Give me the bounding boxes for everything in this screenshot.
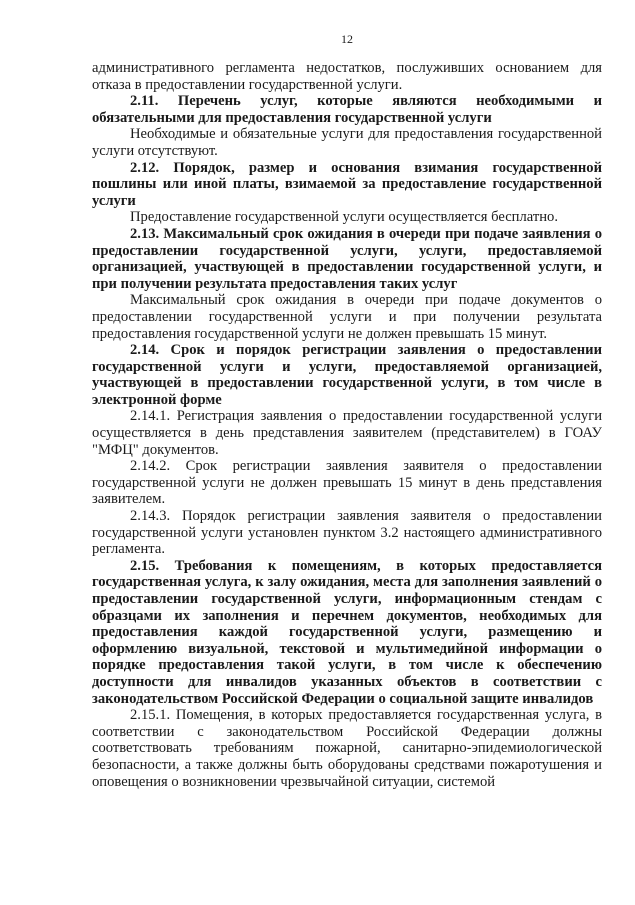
- paragraph-2-13-body: Максимальный срок ожидания в очереди при подаче документов о предоставлении государственной услуги и при получении результата предоставления государственной услуги не должен превышать 15 минут.: [92, 292, 602, 342]
- heading-2-11: 2.11. Перечень услуг, которые являются необходимыми и обязательными для предоставления государственной услуги: [92, 93, 602, 126]
- heading-2-12: 2.12. Порядок, размер и основания взимания государственной пошлины или иной платы, взимаемой за предоставление государственной услуги: [92, 159, 602, 209]
- document-page: [92, 32, 602, 790]
- heading-2-15: 2.15. Требования к помещениям, в которых предоставляется государственная услуга, к залу ожидания, места для заполнения заявлений о предоставлении государственной услуги, информационным стендам с образцами их заполнения и перечнем документов, необходимых для предоставления каждой государственной услуги, размещению и оформлению визуальной, текстовой и мультимедийной информации о порядке предоставления такой услуги, в том числе к обеспечению доступности для инвалидов указанных объектов в соответствии с законодательством Российской Федерации о социальной защите инвалидов: [92, 557, 602, 707]
- paragraph-2-14-2: 2.14.2. Срок регистрации заявления заявителя о предоставлении государственной услуги не должен превышать 15 минут в день представления заявителем.: [92, 458, 602, 508]
- paragraph-2-14-3: 2.14.3. Порядок регистрации заявления заявителя о предоставлении государственной услуги установлен пунктом 3.2 настоящего административного регламента.: [92, 508, 602, 558]
- paragraph-2-15-1: 2.15.1. Помещения, в которых предоставляется государственная услуга, в соответствии с законодательством Российской Федерации должны соответствовать требованиям пожарной, санитарно-эпидемиологической безопасности, а также должны быть оборудованы средствами пожаротушения и оповещения о возникновении чрезвычайной ситуации, системой: [92, 707, 602, 790]
- heading-2-14: 2.14. Срок и порядок регистрации заявления о предоставлении государственной услуги и услуги, предоставляемой организацией, участвующей в предоставлении государственной услуги, в том числе в электронной форме: [92, 342, 602, 408]
- paragraph-regulation-deficiencies: административного регламента недостатков, послуживших основанием для отказа в предоставлении государственной услуги.: [92, 60, 602, 93]
- page-number: 12: [341, 32, 353, 46]
- paragraph-2-14-1: 2.14.1. Регистрация заявления о предоставлении государственной услуги осуществляется в день представления заявителем (представителем) в ГОАУ "МФЦ" документов.: [92, 408, 602, 458]
- paragraph-2-12-body: Предоставление государственной услуги осуществляется бесплатно.: [130, 209, 558, 226]
- heading-2-13: 2.13. Максимальный срок ожидания в очереди при подаче заявления о предоставлении государственной услуги, услуги, предоставляемой организацией, участвующей в предоставлении государственной услуги, и при получении результата предоставления таких услуг: [92, 225, 602, 292]
- paragraph-2-11-body: Необходимые и обязательные услуги для предоставления государственной услуги отсутствуют.: [92, 126, 602, 159]
